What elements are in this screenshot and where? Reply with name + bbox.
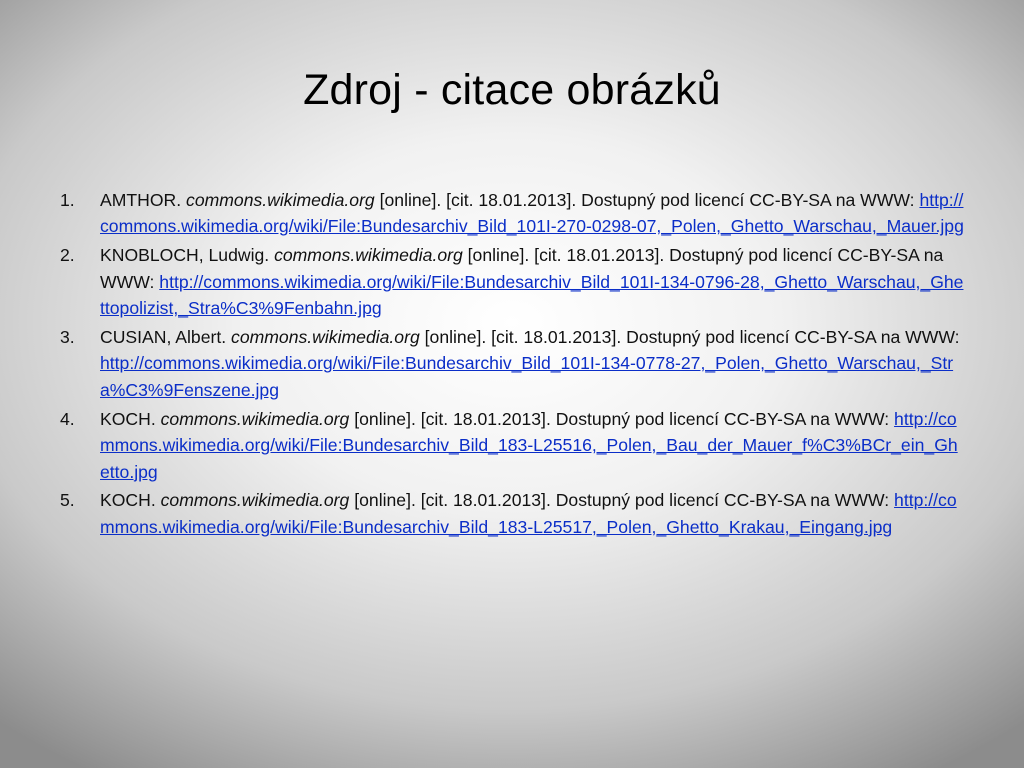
reference-link[interactable]: http://commons.wikimedia.org/wiki/File:Bundesarchiv_Bild_101I-134-0796-28,_Ghetto_Warschau,_Ghettopolizist,_Stra%C3%9Fenbahn.jpg [100,271,964,319]
reference-item-3 [60,324,965,403]
reference-info: [online]. [cit. 18.01.2013]. Dostupný pod licencí CC-BY-SA na WWW: [424,327,960,348]
reference-link[interactable]: http://commons.wikimedia.org/wiki/File:Bundesarchiv_Bild_183-L25517,_Polen,_Ghetto_Krakau,_Eingang.jpg [100,490,957,537]
reference-number: 4. [60,408,75,429]
reference-title: commons.wikimedia.org [231,327,420,348]
reference-item-1 [60,187,965,240]
reference-link[interactable]: http://commons.wikimedia.org/wiki/File:Bundesarchiv_Bild_101I-270-0298-07,_Polen,_Ghetto_Warschau,_Mauer.jpg [100,190,964,237]
reference-author: KOCH. [100,490,156,511]
slide-title: Zdroj - citace obrázků [303,66,721,114]
reference-link[interactable]: http://commons.wikimedia.org/wiki/File:Bundesarchiv_Bild_183-L25516,_Polen,_Bau_der_Mauer_f%C3%BCr_ein_Ghetto.jpg [100,408,958,482]
reference-title: commons.wikimedia.org [186,190,375,210]
reference-info: [online]. [cit. 18.01.2013]. Dostupný pod licencí CC-BY-SA na WWW: [100,245,944,292]
reference-item-5 [60,487,965,540]
reference-title: commons.wikimedia.org [160,490,350,511]
reference-number: 3. [60,327,75,348]
reference-info: [online]. [cit. 18.01.2013]. Dostupný pod licencí CC-BY-SA na WWW: [379,190,915,210]
reference-title: commons.wikimedia.org [274,245,463,266]
reference-link[interactable]: http://commons.wikimedia.org/wiki/File:Bundesarchiv_Bild_101I-134-0778-27,_Polen,_Ghetto_Warschau,_Stra%C3%9Fenszene.jpg [100,353,954,400]
reference-author: CUSIAN, Albert. [100,327,227,348]
reference-info: [online]. [cit. 18.01.2013]. Dostupný pod licencí CC-BY-SA na WWW: [354,408,890,429]
reference-item-4 [60,406,965,485]
reference-author: KNOBLOCH, Ludwig. [100,245,270,266]
reference-number: 1. [60,190,75,210]
reference-info: [online]. [cit. 18.01.2013]. Dostupný pod licencí CC-BY-SA na WWW: [354,490,890,511]
reference-item-2 [60,242,965,321]
reference-title: commons.wikimedia.org [160,408,350,429]
reference-number: 5. [60,490,75,511]
reference-number: 2. [60,245,75,266]
reference-author: AMTHOR. [100,190,182,210]
reference-list [60,187,965,543]
reference-author: KOCH. [100,408,156,429]
